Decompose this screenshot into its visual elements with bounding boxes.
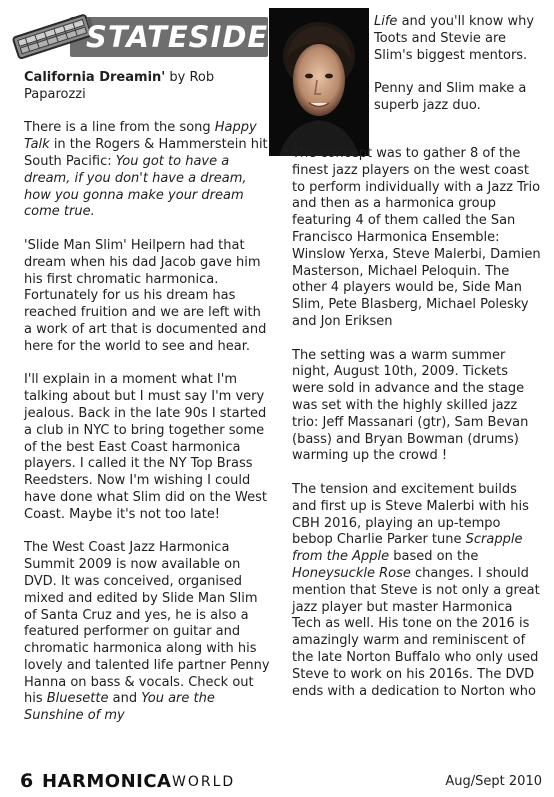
text-run: There is a line from the song [24, 120, 215, 136]
harmonica-icon [8, 8, 94, 64]
text-run: 'Slide Man Slim' Heilpern had that dream when his dad Jacob gave him his first chromatic harmonica. Fortunately for us his dream has reached fruition and we are left with a work of art that is documented and here for the world to see and hear. [24, 237, 267, 354]
text-run: The tension and excitement builds and first up is Steve Malerbi with his CBH 2016, playing an up-tempo bebop Charlie Parker tune [292, 481, 529, 548]
text-run: The West Coast Jazz Harmonica Summit 2009 is now available on DVD. It was conceived, organised mixed and edited by Slide Man Slim of Santa Cruz and yes, he is also a featured performer on guitar and chromatic harmonica along with his lovely and talented life partner Penny Hanna on bass & vocals. Check out his [24, 540, 270, 707]
text-run: The concept was to gather 8 of the finest jazz players on the west coast to perform individually with a Jazz Trio and then as a harmonica group featuring 4 of them called the San Francisco Harmonica Ensemble: Winslow Yerxa, Steve Malerbi, Damien Masterson, Michael Peloquin. The other 4 players would be, Side Man Slim, Pete Blasberg, Michael Polesky and Jon Eriksen [292, 146, 541, 329]
article-byline [24, 70, 270, 104]
left-column [24, 70, 270, 742]
author-photo [269, 8, 369, 156]
italic-text: You got to have a dream, if you don't have a dream, how you gonna make your dream come true. [24, 153, 247, 220]
italic-text: You are the Sunshine of my [24, 691, 215, 724]
section-banner [8, 8, 270, 64]
text-run: Penny and Slim make a superb jazz duo. [374, 81, 527, 113]
paragraph [24, 120, 270, 221]
magazine-brand-sub: WORLD [172, 774, 236, 790]
italic-text: Honeysuckle Rose [292, 565, 411, 581]
paragraph [292, 482, 542, 700]
issue-date: Aug/Sept 2010 [445, 774, 542, 789]
left-column-body [24, 120, 270, 725]
italic-text: Bluesette [46, 691, 109, 707]
paragraph [24, 372, 270, 523]
text-run: based on the [389, 549, 479, 565]
paragraph [292, 146, 542, 331]
italic-text: Life [374, 14, 398, 29]
paragraph [374, 14, 542, 64]
article-title: California Dreamin' [24, 70, 166, 85]
text-run: in the Rogers & Hammerstein hit South Pacific: [24, 137, 268, 169]
italic-text: Scrapple from the Apple [292, 532, 523, 565]
text-run: and you'll know why Toots and Stevie are Slim's biggest mentors. [374, 14, 535, 63]
section-title: STATESIDE [86, 20, 269, 54]
right-top-column [374, 14, 542, 132]
text-run: I'll explain in a moment what I'm talking about but I must say I'm very jealous. Back in the late 90s I started a club in NYC to bring together some of the best East Coast harmonica players. I called it the NY Top Brass Reedsters. Now I'm wishing I could have done what Slim did on the West Coast. Maybe it's not too late! [24, 372, 267, 522]
article-author: by Rob Paparozzi [24, 70, 215, 102]
right-column [292, 146, 542, 717]
text-run: changes. I should mention that Steve is not only a great jazz player but master Harmonica Tech as well. His tone on the 2016 is amazingly warm and reminiscent of the late Norton Buffalo who only used Steve to work on his 2016s. The DVD ends with a dedication to Norton who [292, 565, 540, 699]
text-run: and [108, 691, 142, 707]
text-run: The setting was a warm summer night, August 10th, 2009. Tickets were sold in advance and the stage was set with the highly skilled jazz trio: Jeff Massanari (gtr), Sam Bevan (bass) and Bryan Bowman (drums) warming up the crowd ! [292, 347, 529, 464]
paragraph [374, 81, 542, 115]
italic-text: Happy Talk [24, 120, 257, 153]
paragraph [24, 238, 270, 356]
page-number: 6 [20, 770, 34, 792]
paragraph [24, 540, 270, 725]
magazine-brand: HARMONICA [42, 771, 172, 792]
portrait-image [269, 8, 369, 156]
paragraph [292, 348, 542, 466]
page-footer [20, 770, 550, 794]
